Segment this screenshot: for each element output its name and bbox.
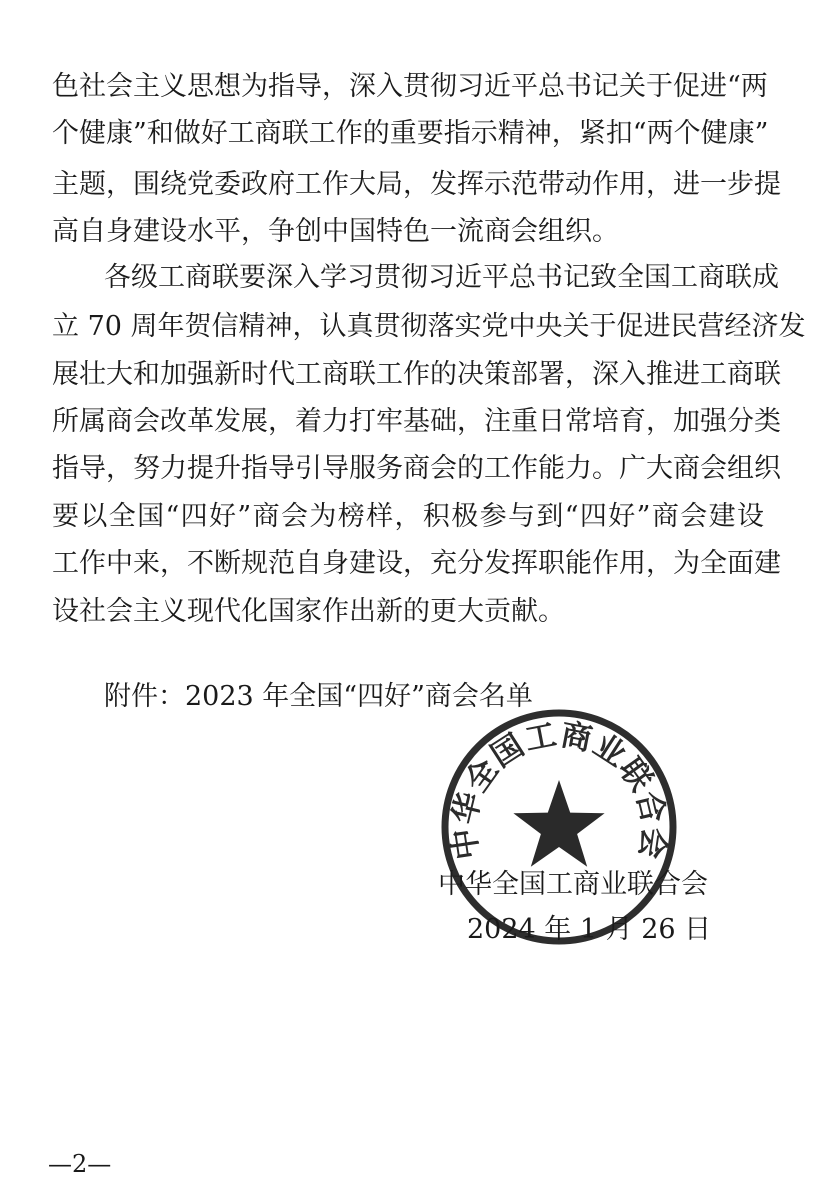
paragraph-line: 展壮大和加强新时代工商联工作的决策部署，深入推进工商联 (52, 359, 781, 390)
paragraph-line: 指导，努力提升指导引导服务商会的工作能力。广大商会组织 (52, 453, 781, 484)
paragraph-line: 高自身建设水平，争创中国特色一流商会组织。 (52, 216, 619, 247)
paragraph-line: 所属商会改革发展，着力打牢基础，注重日常培育，加强分类 (52, 406, 781, 437)
official-seal (440, 708, 678, 946)
paragraph-line: 工作中来，不断规范自身建设，充分发挥职能作用，为全面建 (52, 548, 781, 579)
paragraph-line: 各级工商联要深入学习贯彻习近平总书记致全国工商联成 (104, 262, 779, 293)
paragraph-line: 要以全国“四好”商会为榜样，积极参与到“四好”商会建设 (52, 501, 764, 532)
paragraph-line: 色社会主义思想为指导，深入贯彻习近平总书记关于促进“两 (52, 71, 768, 102)
paragraph-line: 设社会主义现代化国家作出新的更大贡献。 (52, 596, 565, 627)
paragraph-line: 主题，围绕党委政府工作大局，发挥示范带动作用，进一步提 (52, 169, 781, 200)
paragraph-line: 立 70 周年贺信精神，认真贯彻落实党中央关于促进民营经济发 (52, 311, 806, 342)
paragraph-line: 个健康”和做好工商联工作的重要指示精神，紧扣“两个健康” (52, 118, 769, 149)
page-number: —2— (48, 1150, 112, 1178)
seal-star-icon (513, 780, 604, 867)
issue-date: 2024 年 1 月 26 日 (467, 914, 712, 945)
seal-text: 中华全国工商业联合会 (445, 716, 673, 862)
issuing-organization: 中华全国工商业联合会 (438, 869, 708, 900)
attachment-note: 附件：2023 年全国“四好”商会名单 (104, 681, 533, 712)
